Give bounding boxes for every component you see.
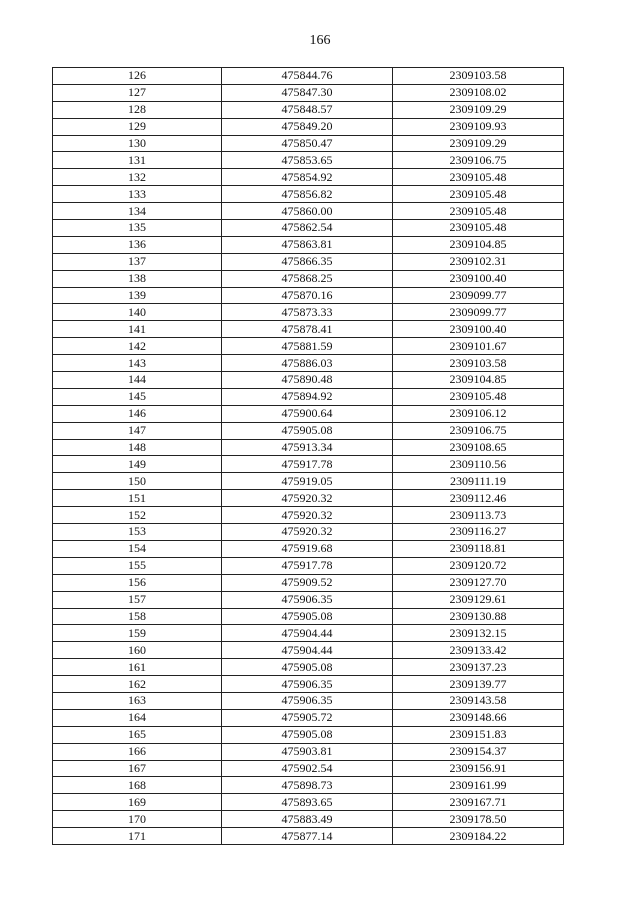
y-coordinate-cell: 2309105.48 <box>393 203 564 220</box>
table-row <box>53 84 564 101</box>
table-row <box>53 760 564 777</box>
y-coordinate-cell: 2309109.93 <box>393 118 564 135</box>
table-row <box>53 270 564 287</box>
table-row <box>53 777 564 794</box>
table-row <box>53 405 564 422</box>
point-number-cell: 145 <box>53 388 222 405</box>
y-coordinate-cell: 2309104.85 <box>393 372 564 389</box>
x-coordinate-cell: 475917.78 <box>222 456 393 473</box>
y-coordinate-cell: 2309105.48 <box>393 186 564 203</box>
y-coordinate-cell: 2309116.27 <box>393 524 564 541</box>
point-number-cell: 130 <box>53 135 222 152</box>
point-number-cell: 142 <box>53 338 222 355</box>
y-coordinate-cell: 2309106.75 <box>393 422 564 439</box>
table-row <box>53 574 564 591</box>
x-coordinate-cell: 475848.57 <box>222 101 393 118</box>
x-coordinate-cell: 475850.47 <box>222 135 393 152</box>
y-coordinate-cell: 2309106.12 <box>393 405 564 422</box>
y-coordinate-cell: 2309137.23 <box>393 659 564 676</box>
y-coordinate-cell: 2309100.40 <box>393 321 564 338</box>
table-row <box>53 726 564 743</box>
point-number-cell: 169 <box>53 794 222 811</box>
point-number-cell: 150 <box>53 473 222 490</box>
y-coordinate-cell: 2309105.48 <box>393 220 564 237</box>
x-coordinate-cell: 475878.41 <box>222 321 393 338</box>
table-row <box>53 321 564 338</box>
x-coordinate-cell: 475919.68 <box>222 540 393 557</box>
x-coordinate-cell: 475847.30 <box>222 84 393 101</box>
y-coordinate-cell: 2309104.85 <box>393 236 564 253</box>
table-row <box>53 642 564 659</box>
y-coordinate-cell: 2309130.88 <box>393 608 564 625</box>
x-coordinate-cell: 475883.49 <box>222 811 393 828</box>
y-coordinate-cell: 2309127.70 <box>393 574 564 591</box>
point-number-cell: 140 <box>53 304 222 321</box>
y-coordinate-cell: 2309105.48 <box>393 169 564 186</box>
y-coordinate-cell: 2309161.99 <box>393 777 564 794</box>
x-coordinate-cell: 475853.65 <box>222 152 393 169</box>
table-row <box>53 253 564 270</box>
point-number-cell: 148 <box>53 439 222 456</box>
table-row <box>53 338 564 355</box>
table-row <box>53 169 564 186</box>
table-row <box>53 591 564 608</box>
y-coordinate-cell: 2309099.77 <box>393 287 564 304</box>
table-row <box>53 794 564 811</box>
table-row <box>53 608 564 625</box>
point-number-cell: 156 <box>53 574 222 591</box>
table-row <box>53 625 564 642</box>
point-number-cell: 161 <box>53 659 222 676</box>
x-coordinate-cell: 475873.33 <box>222 304 393 321</box>
x-coordinate-cell: 475920.32 <box>222 490 393 507</box>
table-row <box>53 355 564 372</box>
x-coordinate-cell: 475904.44 <box>222 642 393 659</box>
point-number-cell: 146 <box>53 405 222 422</box>
point-number-cell: 166 <box>53 743 222 760</box>
table-row <box>53 68 564 85</box>
x-coordinate-cell: 475906.35 <box>222 591 393 608</box>
table-row <box>53 709 564 726</box>
y-coordinate-cell: 2309106.75 <box>393 152 564 169</box>
point-number-cell: 159 <box>53 625 222 642</box>
x-coordinate-cell: 475854.92 <box>222 169 393 186</box>
x-coordinate-cell: 475900.64 <box>222 405 393 422</box>
y-coordinate-cell: 2309148.66 <box>393 709 564 726</box>
x-coordinate-cell: 475905.08 <box>222 422 393 439</box>
x-coordinate-cell: 475903.81 <box>222 743 393 760</box>
point-number-cell: 154 <box>53 540 222 557</box>
table-row <box>53 507 564 524</box>
y-coordinate-cell: 2309103.58 <box>393 355 564 372</box>
y-coordinate-cell: 2309132.15 <box>393 625 564 642</box>
x-coordinate-cell: 475863.81 <box>222 236 393 253</box>
point-number-cell: 149 <box>53 456 222 473</box>
y-coordinate-cell: 2309184.22 <box>393 828 564 845</box>
point-number-cell: 158 <box>53 608 222 625</box>
point-number-cell: 171 <box>53 828 222 845</box>
x-coordinate-cell: 475893.65 <box>222 794 393 811</box>
y-coordinate-cell: 2309102.31 <box>393 253 564 270</box>
x-coordinate-cell: 475920.32 <box>222 524 393 541</box>
x-coordinate-cell: 475905.08 <box>222 726 393 743</box>
x-coordinate-cell: 475906.35 <box>222 692 393 709</box>
x-coordinate-cell: 475870.16 <box>222 287 393 304</box>
x-coordinate-cell: 475856.82 <box>222 186 393 203</box>
x-coordinate-cell: 475913.34 <box>222 439 393 456</box>
point-number-cell: 132 <box>53 169 222 186</box>
y-coordinate-cell: 2309111.19 <box>393 473 564 490</box>
point-number-cell: 135 <box>53 220 222 237</box>
point-number-cell: 141 <box>53 321 222 338</box>
y-coordinate-cell: 2309112.46 <box>393 490 564 507</box>
y-coordinate-cell: 2309120.72 <box>393 557 564 574</box>
table-row <box>53 118 564 135</box>
table-row <box>53 490 564 507</box>
table-row <box>53 540 564 557</box>
y-coordinate-cell: 2309108.65 <box>393 439 564 456</box>
point-number-cell: 131 <box>53 152 222 169</box>
y-coordinate-cell: 2309178.50 <box>393 811 564 828</box>
x-coordinate-cell: 475862.54 <box>222 220 393 237</box>
x-coordinate-cell: 475894.92 <box>222 388 393 405</box>
point-number-cell: 151 <box>53 490 222 507</box>
point-number-cell: 170 <box>53 811 222 828</box>
point-number-cell: 143 <box>53 355 222 372</box>
point-number-cell: 144 <box>53 372 222 389</box>
coordinates-table <box>52 67 564 845</box>
point-number-cell: 153 <box>53 524 222 541</box>
y-coordinate-cell: 2309110.56 <box>393 456 564 473</box>
point-number-cell: 134 <box>53 203 222 220</box>
x-coordinate-cell: 475905.08 <box>222 608 393 625</box>
x-coordinate-cell: 475909.52 <box>222 574 393 591</box>
y-coordinate-cell: 2309151.83 <box>393 726 564 743</box>
y-coordinate-cell: 2309143.58 <box>393 692 564 709</box>
table-row <box>53 659 564 676</box>
y-coordinate-cell: 2309139.77 <box>393 676 564 693</box>
x-coordinate-cell: 475866.35 <box>222 253 393 270</box>
y-coordinate-cell: 2309105.48 <box>393 388 564 405</box>
x-coordinate-cell: 475868.25 <box>222 270 393 287</box>
y-coordinate-cell: 2309101.67 <box>393 338 564 355</box>
x-coordinate-cell: 475917.78 <box>222 557 393 574</box>
x-coordinate-cell: 475905.72 <box>222 709 393 726</box>
table-row <box>53 828 564 845</box>
point-number-cell: 162 <box>53 676 222 693</box>
y-coordinate-cell: 2309100.40 <box>393 270 564 287</box>
point-number-cell: 152 <box>53 507 222 524</box>
y-coordinate-cell: 2309156.91 <box>393 760 564 777</box>
point-number-cell: 164 <box>53 709 222 726</box>
table-row <box>53 473 564 490</box>
point-number-cell: 138 <box>53 270 222 287</box>
table-row <box>53 422 564 439</box>
table-row <box>53 304 564 321</box>
y-coordinate-cell: 2309154.37 <box>393 743 564 760</box>
table-row <box>53 456 564 473</box>
y-coordinate-cell: 2309099.77 <box>393 304 564 321</box>
x-coordinate-cell: 475902.54 <box>222 760 393 777</box>
point-number-cell: 128 <box>53 101 222 118</box>
point-number-cell: 157 <box>53 591 222 608</box>
table-body <box>53 68 564 845</box>
point-number-cell: 163 <box>53 692 222 709</box>
point-number-cell: 160 <box>53 642 222 659</box>
point-number-cell: 129 <box>53 118 222 135</box>
point-number-cell: 126 <box>53 68 222 85</box>
table-row <box>53 388 564 405</box>
point-number-cell: 147 <box>53 422 222 439</box>
y-coordinate-cell: 2309103.58 <box>393 68 564 85</box>
table-row <box>53 203 564 220</box>
x-coordinate-cell: 475905.08 <box>222 659 393 676</box>
point-number-cell: 133 <box>53 186 222 203</box>
point-number-cell: 139 <box>53 287 222 304</box>
point-number-cell: 168 <box>53 777 222 794</box>
x-coordinate-cell: 475844.76 <box>222 68 393 85</box>
table-row <box>53 135 564 152</box>
point-number-cell: 136 <box>53 236 222 253</box>
point-number-cell: 127 <box>53 84 222 101</box>
y-coordinate-cell: 2309118.81 <box>393 540 564 557</box>
y-coordinate-cell: 2309167.71 <box>393 794 564 811</box>
x-coordinate-cell: 475849.20 <box>222 118 393 135</box>
x-coordinate-cell: 475860.00 <box>222 203 393 220</box>
table-row <box>53 557 564 574</box>
x-coordinate-cell: 475904.44 <box>222 625 393 642</box>
x-coordinate-cell: 475886.03 <box>222 355 393 372</box>
x-coordinate-cell: 475881.59 <box>222 338 393 355</box>
table-row <box>53 186 564 203</box>
x-coordinate-cell: 475920.32 <box>222 507 393 524</box>
x-coordinate-cell: 475890.48 <box>222 372 393 389</box>
table-row <box>53 439 564 456</box>
table-row <box>53 372 564 389</box>
x-coordinate-cell: 475906.35 <box>222 676 393 693</box>
point-number-cell: 165 <box>53 726 222 743</box>
table-row <box>53 236 564 253</box>
y-coordinate-cell: 2309133.42 <box>393 642 564 659</box>
y-coordinate-cell: 2309109.29 <box>393 135 564 152</box>
x-coordinate-cell: 475898.73 <box>222 777 393 794</box>
x-coordinate-cell: 475919.05 <box>222 473 393 490</box>
table-row <box>53 152 564 169</box>
point-number-cell: 167 <box>53 760 222 777</box>
table-row <box>53 676 564 693</box>
point-number-cell: 155 <box>53 557 222 574</box>
table-row <box>53 743 564 760</box>
y-coordinate-cell: 2309129.61 <box>393 591 564 608</box>
table-row <box>53 692 564 709</box>
table-row <box>53 101 564 118</box>
y-coordinate-cell: 2309109.29 <box>393 101 564 118</box>
table-row <box>53 287 564 304</box>
x-coordinate-cell: 475877.14 <box>222 828 393 845</box>
y-coordinate-cell: 2309113.73 <box>393 507 564 524</box>
table-row <box>53 811 564 828</box>
table-row <box>53 524 564 541</box>
y-coordinate-cell: 2309108.02 <box>393 84 564 101</box>
page-number: 166 <box>309 33 331 48</box>
point-number-cell: 137 <box>53 253 222 270</box>
table-row <box>53 220 564 237</box>
